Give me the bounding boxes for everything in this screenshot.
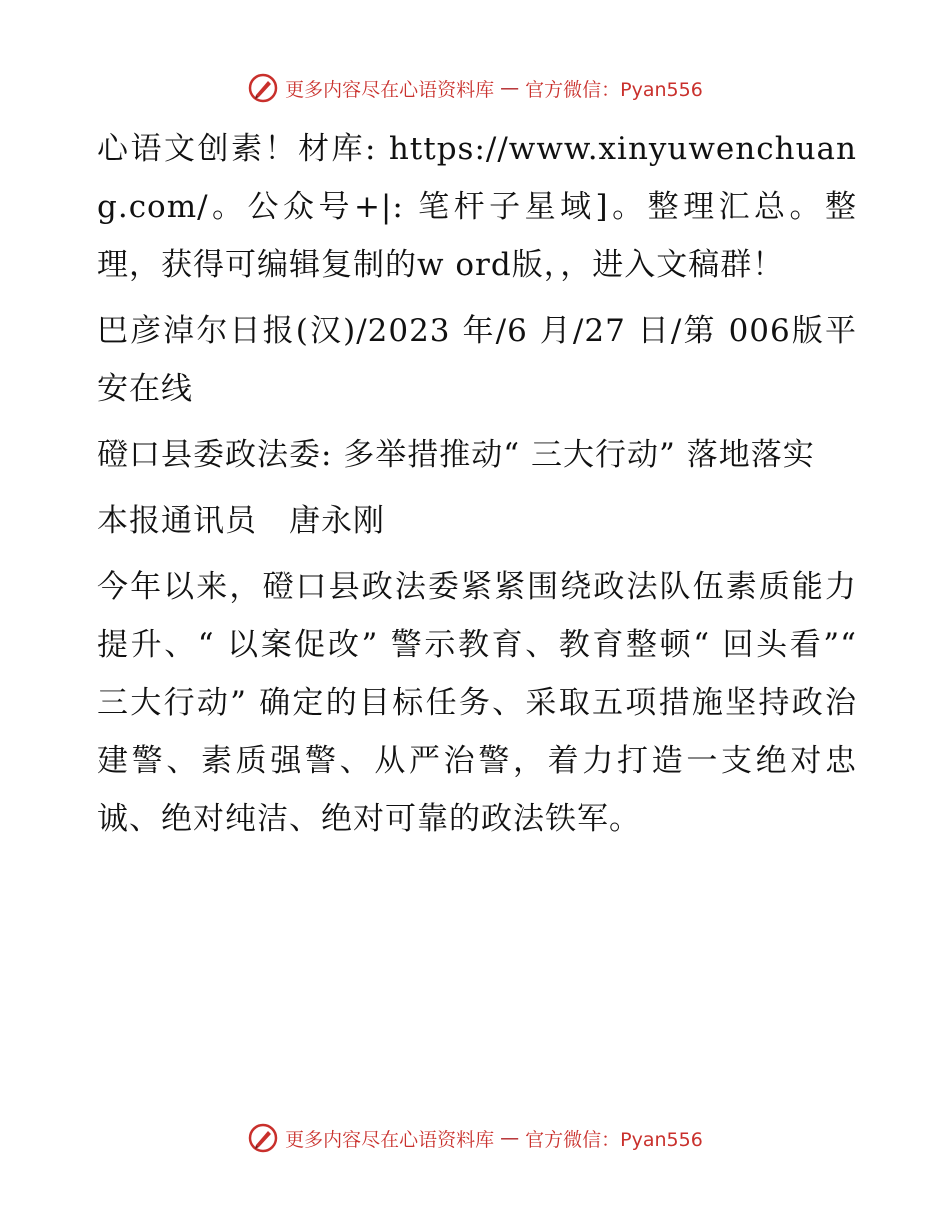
source-line: 巴彦淖尔日报(汉)/2023 年/6 月/27 日/第 006版平安在线 <box>97 313 857 407</box>
body-paragraph: 今年以来，磴口县政法委紧紧围绕政法队伍素质能力提升、“ 以案促改” 警示教育、教育整顿“ 回头看”“ 三大行动” 确定的目标任务、采取五项措施坚持政治建警、素质强警、从严治警，着力打造一支绝对忠诚、绝对纯洁、绝对可靠的政法铁军。 <box>97 569 857 837</box>
intro-paragraph: 心语文创素！材库: https://www.xinyuwenchuang.com/。公众号+|: 笔杆子星域]。整理汇总。整理，获得可编辑复制的w ord版，，进入文稿群！ <box>97 131 857 283</box>
footer-watermark <box>0 1122 950 1154</box>
watermark-contact: 官方微信：Pyan556 <box>525 1128 703 1151</box>
article-title: 磴口县委政法委: 多举措推动“ 三大行动” 落地落实 <box>97 437 815 473</box>
watermark-separator: — <box>500 77 520 99</box>
document-body <box>97 120 857 848</box>
watermark-text: 更多内容尽在心语资料库 <box>285 78 495 101</box>
header-watermark <box>0 72 950 104</box>
watermark-text: 更多内容尽在心语资料库 <box>285 1128 495 1151</box>
watermark-contact: 官方微信：Pyan556 <box>525 78 703 101</box>
author-line: 本报通讯员 唐永刚 <box>97 503 385 539</box>
pen-in-circle-icon <box>247 1122 279 1154</box>
watermark-separator: — <box>500 1127 520 1149</box>
pen-in-circle-icon <box>247 72 279 104</box>
